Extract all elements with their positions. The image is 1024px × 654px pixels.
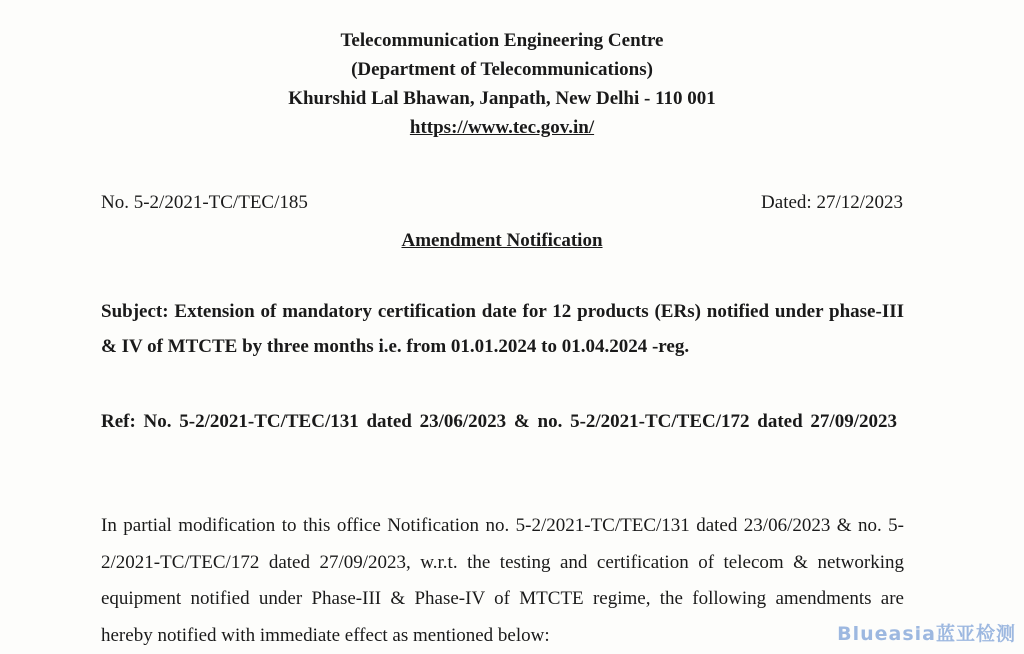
department-name: (Department of Telecommunications) xyxy=(351,59,653,80)
notification-date: Dated: 27/12/2023 xyxy=(761,192,903,213)
notification-number: No. 5-2/2021-TC/TEC/185 xyxy=(101,192,308,213)
address: Khurshid Lal Bhawan, Janpath, New Delhi - 110 001 xyxy=(288,88,716,109)
body-paragraph: In partial modification to this office Notification no. 5-2/2021-TC/TEC/131 dated 23/06/2023 & no. 5-2/2021-TC/TEC/172 dated 27/09/2023, w.r.t. the testing and certification of telecom & networking equipment notified under Phase-III & Phase-IV of MTCTE regime, the following amendments are hereby notified with immediate effect as mentioned below: xyxy=(101,515,904,646)
reference-paragraph: Ref: No. 5-2/2021-TC/TEC/131 dated 23/06/2023 & no. 5-2/2021-TC/TEC/172 dated 27/09/2023 xyxy=(101,411,897,432)
letterhead xyxy=(0,26,1004,142)
document-title: Amendment Notification xyxy=(401,230,603,251)
watermark: Blueasia蓝亚检测 xyxy=(837,623,1016,645)
org-name: Telecommunication Engineering Centre xyxy=(340,30,664,51)
website-link[interactable]: https://www.tec.gov.in/ xyxy=(409,117,595,138)
reference-line xyxy=(101,192,903,214)
subject-paragraph: Subject: Extension of mandatory certification date for 12 products (ERs) notified under phase-III & IV of MTCTE by three months i.e. from 01.01.2024 to 01.04.2024 -reg. xyxy=(101,301,904,357)
